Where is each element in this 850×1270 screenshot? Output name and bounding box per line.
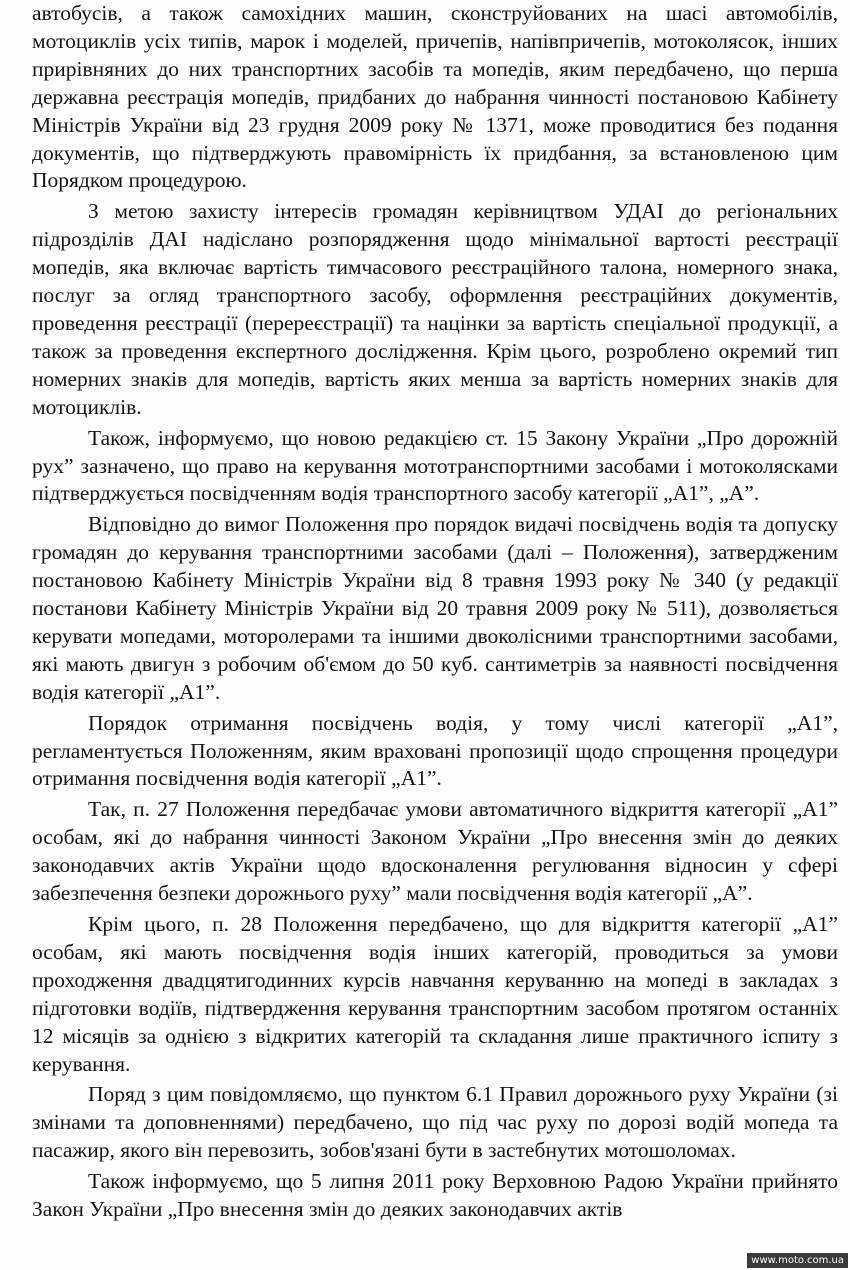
paragraph-9: Також інформуємо, що 5 липня 2011 року Верховною Радою України прийнято Закон України „Про внесення змін до деяких законодавчих актів	[32, 1169, 838, 1222]
site-watermark: www.moto.com.ua	[747, 1253, 848, 1268]
paragraph-2: З метою захисту інтересів громадян керівництвом УДАІ до регіональних підрозділів ДАІ надіслано розпорядження щодо мінімальної вартості реєстрації мопедів, яка включає вартість тимчасового реєстраційного талона, номерного знака, послуг за огляд транспортного засобу, оформлення реєстраційних документів, проведення реєстрації (перереєстрації) та націнки за вартість спеціальної продукції, а також за проведення експертного дослідження. Крім цього, розроблено окремий тип номерних знаків для мопедів, вартість яких менша за вартість номерних знаків для мотоциклів.	[32, 199, 838, 419]
paragraph-5: Порядок отримання посвідчень водія, у тому числі категорії „А1”, регламентується Положенням, яким враховані пропозиції щодо спрощення процедури отримання посвідчення водія категорії „А1”.	[32, 710, 838, 791]
paragraph-6: Так, п. 27 Положення передбачає умови автоматичного відкриття категорії „А1” особам, які до набрання чинності Законом України „Про внесення змін до деяких законодавчих актів України щодо вдосконалення регулювання відносин у сфері забезпечення безпеки дорожнього руху” мали посвідчення водія категорії „А”.	[32, 797, 838, 906]
paragraph-1: автобусів, а також самохідних машин, сконструйованих на шасі автомобілів, мотоциклів усіх типів, марок і моделей, причепів, напівпричепів, мотоколясок, інших прирівняних до них транспортних засобів та мопедів, яким передбачено, що перша державна реєстрація мопедів, придбаних до набрання чинності постановою Кабінету Міністрів України від 23 грудня 2009 року № 1371, може проводитися без подання документів, що підтверджують правомірність їх придбання, за встановленою цим Порядком процедурою.	[32, 1, 838, 193]
document-body	[32, 0, 838, 1224]
paragraph-7: Крім цього, п. 28 Положення передбачено, що для відкриття категорії „А1” особам, які мають посвідчення водія інших категорій, проводиться за умови проходження двадцятигодинних курсів навчання керуванню на мопеді в закладах з підготовки водіїв, підтвердження керування транспортним засобом протягом останніх 12 місяців за однією з відкритих категорій та складання лише практичного іспиту з керування.	[32, 912, 838, 1076]
paragraph-3: Також, інформуємо, що новою редакцією ст. 15 Закону України „Про дорожній рух” зазначено, що право на керування мототранспортними засобами і мотоколясками підтверджується посвідченням водія транспортного засобу категорії „А1”, „А”.	[32, 425, 838, 506]
paragraph-8: Поряд з цим повідомляємо, що пунктом 6.1 Правил дорожнього руху України (зі змінами та доповненнями) передбачено, що під час руху по дорозі водій мопеда та пасажир, якого він перевозить, зобов'язані бути в застебнутих мотошоломах.	[32, 1082, 838, 1163]
paragraph-4: Відповідно до вимог Положення про порядок видачі посвідчень водія та допуску громадян до керування транспортними засобами (далі – Положення), затвердженим постановою Кабінету Міністрів України від 8 травня 1993 року № 340 (у редакції постанови Кабінету Міністрів України від 20 травня 2009 року № 511), дозволяється керувати мопедами, моторолерами та іншими двоколісними транспортними засобами, які мають двигун з робочим об'ємом до 50 куб. сантиметрів за наявності посвідчення водія категорії „А1”.	[32, 512, 838, 704]
